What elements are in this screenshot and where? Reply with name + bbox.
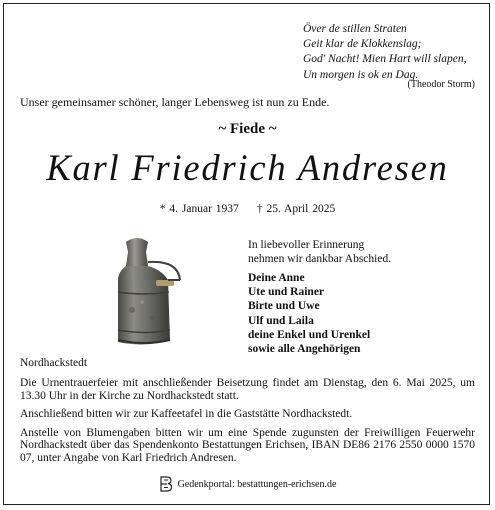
mourner: Ute und Rainer	[248, 286, 325, 299]
poem-line: Geit klar de Klokkenslag;	[303, 38, 422, 51]
mourner: Birte und Uwe	[248, 300, 320, 313]
poem-line: Över de stillen Straten	[303, 23, 407, 35]
funeral-details	[20, 377, 475, 471]
milk-can-icon	[112, 232, 192, 352]
life-dates	[0, 203, 495, 215]
portal-link[interactable]: Gedenkportal: bestattungen-erichsen.de	[177, 478, 337, 490]
remembrance-text	[248, 238, 391, 266]
remembrance-line: nehmen wir dankbar Abschied.	[248, 253, 392, 266]
nickname: ~ Fiede ~	[218, 121, 277, 137]
mourner: Ulf und Laila	[248, 314, 314, 327]
be-logo-icon	[159, 476, 173, 492]
reception-paragraph: Anschließend bitten wir zur Kaffeetafel in die Gaststätte Nordhackstedt.	[20, 408, 353, 421]
donation-paragraph: Anstelle von Blumengaben bitten wir um eine Spende zugunsten der Freiwilligen Feuerwehr Nordhackstedt über das Spendenkonto Bestattungen Erichsen, IBAN DE86 2176 2550 0000 1570 07, unter Angabe von Karl Friedrich Andresen.	[20, 426, 475, 464]
memorial-portal	[0, 476, 495, 492]
deceased-name: Karl Friedrich Andresen	[46, 147, 449, 188]
mourner: deine Enkel und Urenkel	[248, 328, 371, 341]
mourner: Deine Anne	[248, 272, 305, 284]
poem-line: Un morgen is ok en Dag.	[303, 68, 419, 81]
poem-line: God' Nacht! Mien Hart will slapen,	[303, 53, 467, 66]
poem	[303, 22, 466, 83]
intro-text: Unser gemeinsamer schöner, langer Lebensweg ist nun zu Ende.	[20, 95, 330, 109]
remembrance-line: In liebevoller Erinnerung	[248, 239, 365, 251]
ceremony-paragraph: Die Urnentrauerfeier mit anschließender Beisetzung findet am Dienstag, den 6. Mai 2025, um 13.30 Uhr in der Kirche zu Nordhackstedt statt.	[20, 377, 475, 402]
mourners-list	[248, 271, 370, 356]
birth-date: * 4. Januar 1937	[159, 203, 239, 215]
poem-author: (Theodor Storm)	[407, 79, 475, 90]
place-name: Nordhackstedt	[20, 357, 88, 369]
mourner: sowie alle Angehörigen	[248, 343, 361, 356]
death-date: † 25. April 2025	[256, 203, 336, 215]
